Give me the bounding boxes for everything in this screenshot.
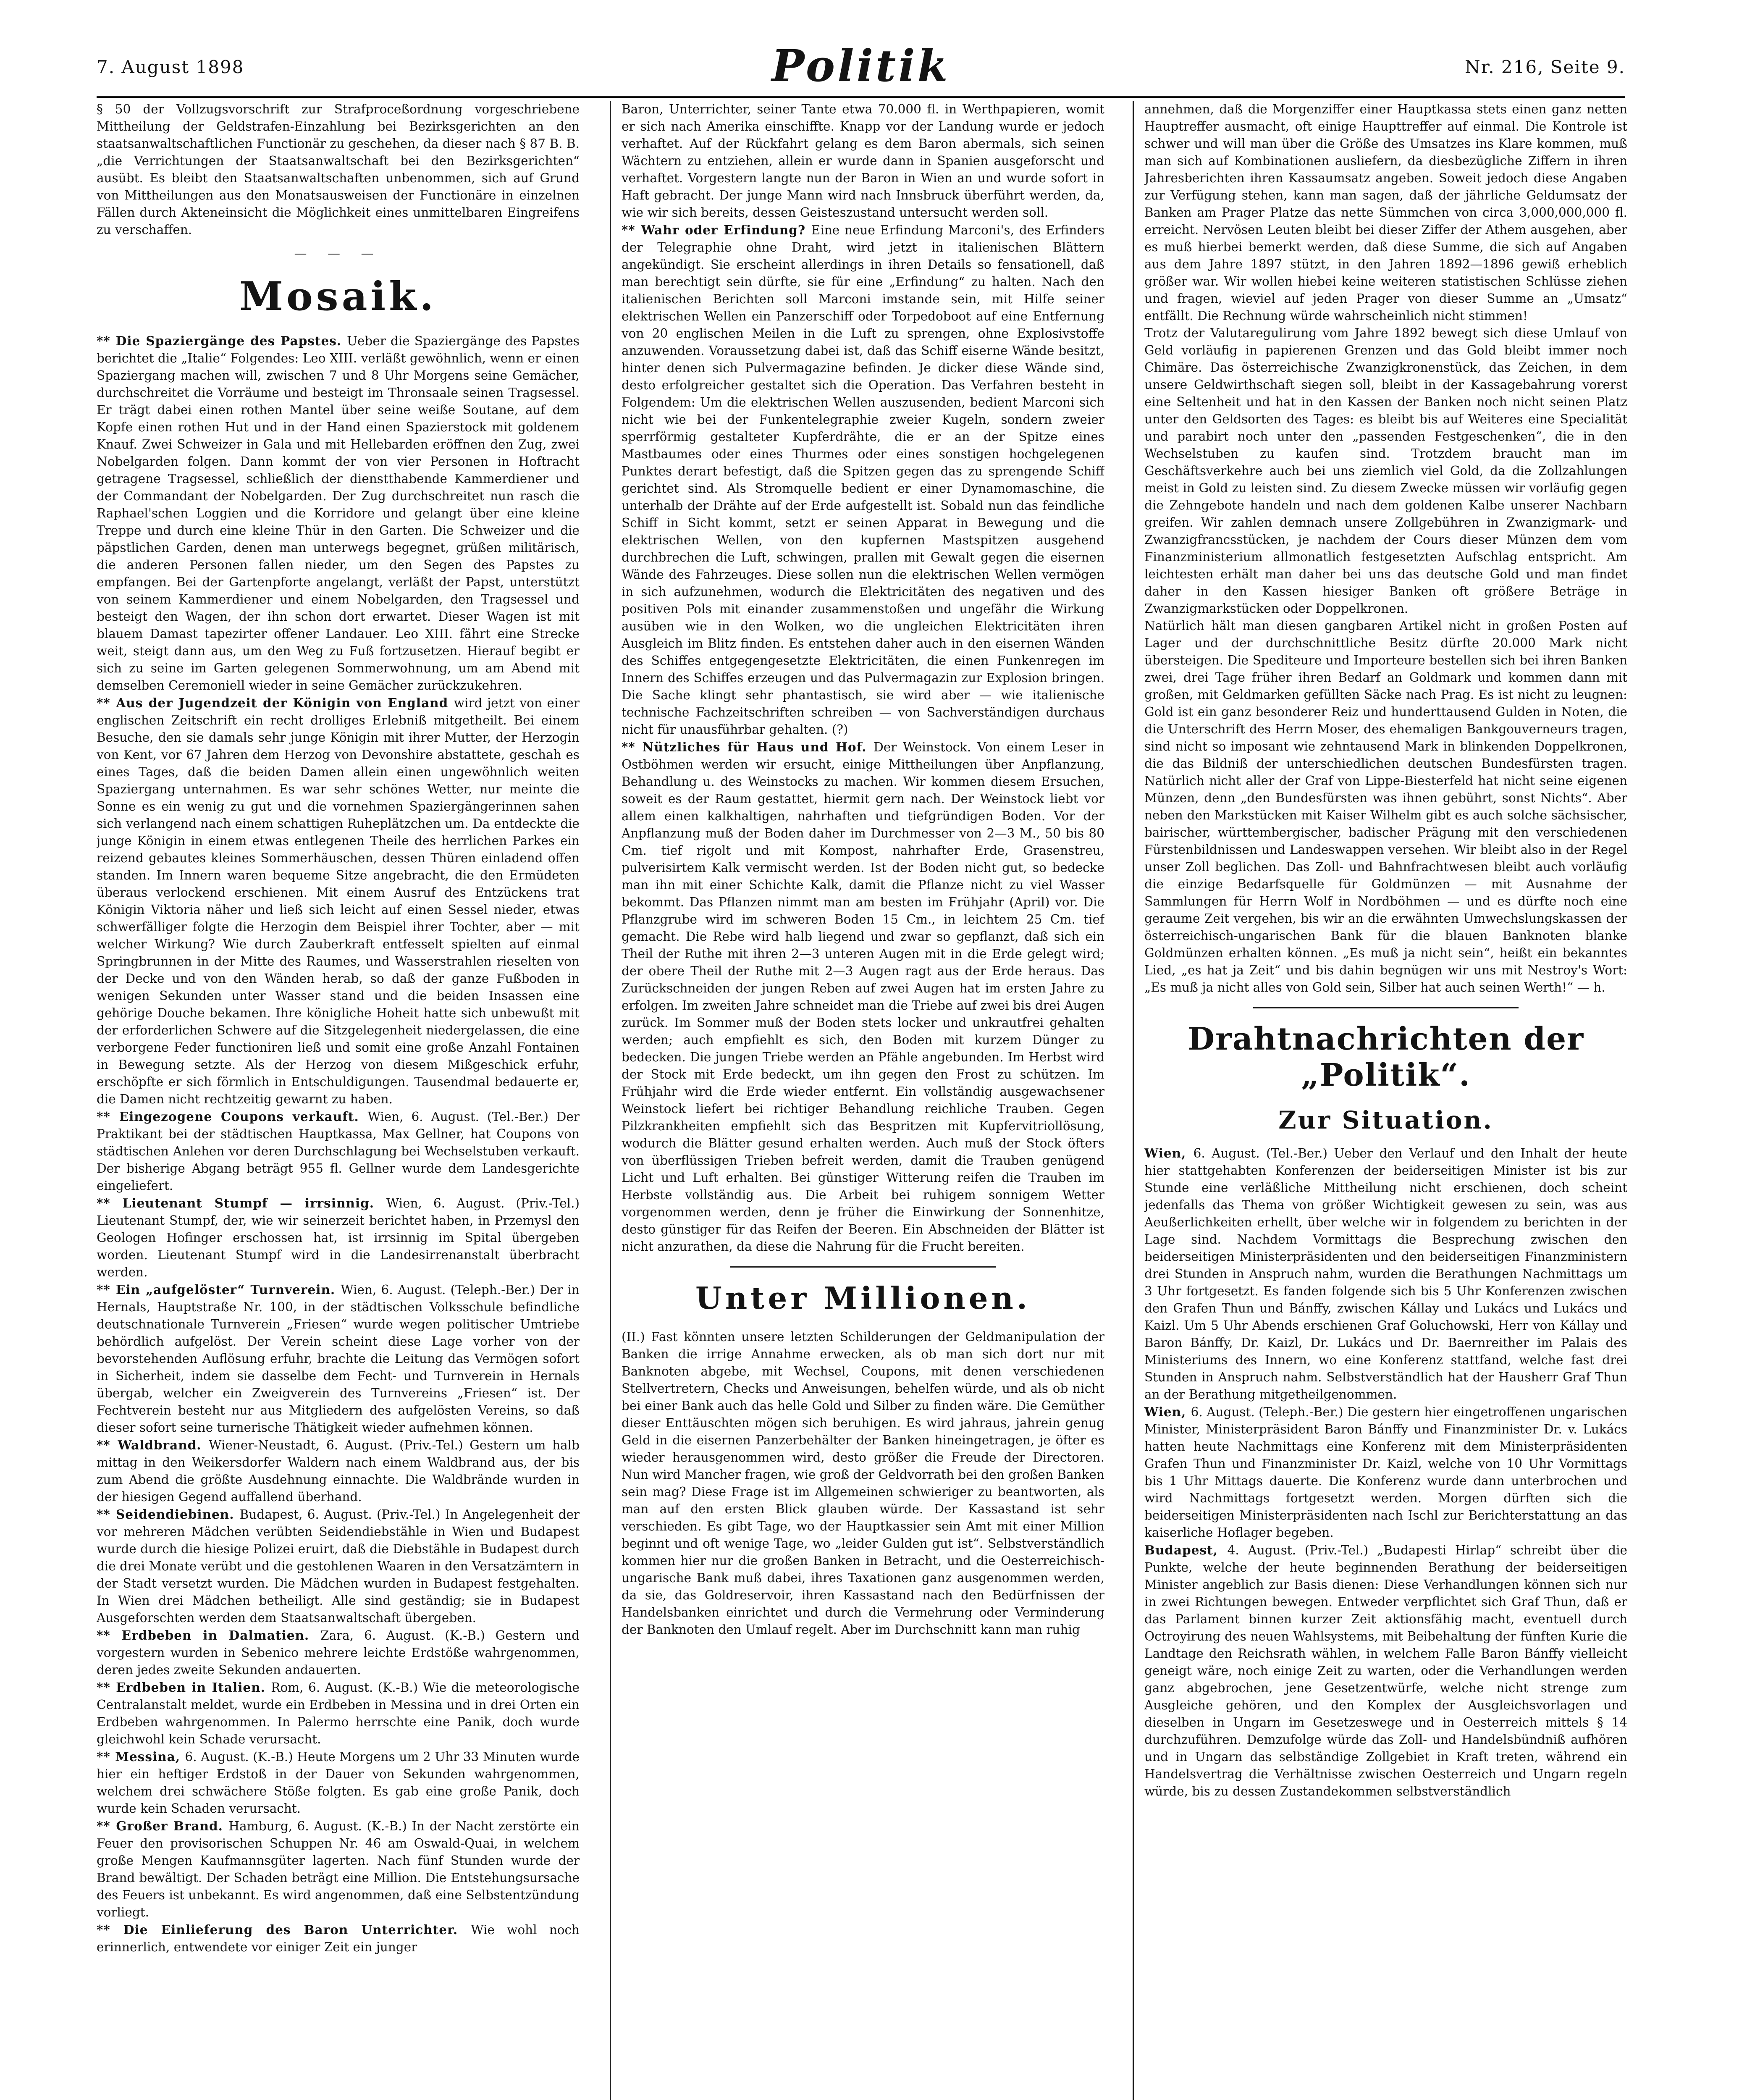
article-body: Wien, 6. August. (Priv.-Tel.) Lieutenant Stumpf, der, wie wir seinerzeit berichtet haben, in Przemysl den Geologen Hofinger erschossen hat, ist irrsinnig im Spital übergeben worden. Lieutenant Stumpf wird in die Landesirrenanstalt überbracht werden. <box>97 1196 580 1279</box>
article-item <box>97 1281 580 1436</box>
article-headline: ** Aus der Jugendzeit der Königin von England <box>97 696 454 710</box>
article-headline: Budapest, <box>1144 1543 1228 1557</box>
article-item <box>97 1679 580 1748</box>
section-rule <box>1253 1007 1519 1008</box>
issue-date: 7. August 1898 <box>97 57 244 77</box>
section-heading-telegrams: Drahtnachrichten der „Politik“. <box>1187 1021 1584 1093</box>
article-item <box>622 221 1104 738</box>
article-body: (II.) Fast könnten unsere letzten Schilderungen der Geldmanipulation der Banken die irrige Annahme erwecken, als ob man sich dort nur mit Banknoten abgebe, mit Wechsel, Coupons, mit denen verschiedenen Stellvertretern, Checks und Anweisungen, behelfen würde, und als ob nicht bei einer Bank auch das helle Gold und Silber zu finden wäre. Die Gemüther dieser Enttäuschten mögen sich beruhigen. Es wird jahraus, jahrein genug Geld in die eisernen Panzerbehälter der Banken hineingetragen, je öfter es wieder herausgenommen wird, desto größer die Freude der Directoren. Nun wird Mancher fragen, wie groß der Geldvorrath bei den großen Banken sein mag? Diese Frage ist im Allgemeinen schwieriger zu beantworten, als man auf den ersten Blick glauben würde. Der Kassastand ist sehr verschieden. Es gibt Tage, wo der Hauptkassier sein Amt mit einer Million beginnt und oft wenige Tage, wo „leider Gulden gut ist“. Selbstverständlich kommen hier nur die großen Banken in Betracht, und die Oesterreichisch-ungarische Bank muß dabei, ihres Taxationen ganz ausgenommen werden, da sie, das Goldreservoir, ihren Kassastand nach den Bedürfnissen der Handelsbanken einrichtet und durch die Vermehrung oder Verminderung der Banknoten den Umlauf regelt. Aber im Durchschnitt kann man ruhig <box>622 1330 1104 1637</box>
article-item <box>97 1817 580 1921</box>
article-item <box>97 1627 580 1679</box>
column-3 <box>1144 101 1627 2100</box>
article-headline: ** Nützliches für Haus und Hof. <box>622 740 874 754</box>
article-body: 6. August. (Teleph.-Ber.) Die gestern hier eingetroffenen ungarischen Minister, Ministerpräsident Baron Bánffy und Finanzminister Dr. v. Lukács hatten heute Nachmittags eine Konferenz mit dem Ministerpräsidenten Grafen Thun und Finanzminister Dr. Kaizl, welche von 10 Uhr Vormittags bis 1 Uhr Mittags dauerte. Die Konferenz wurde dann unterbrochen und wird Nachmittags fortgesetzt werden. Morgen dürften sich die beiderseitigen Ministerpräsidenten nach Ischl zur Berichterstattung an das kaiserliche Hoflager begeben. <box>1144 1405 1627 1540</box>
article-headline: ** Waldbrand. <box>97 1438 209 1452</box>
article-headline: ** Lieutenant Stumpf — irrsinnig. <box>97 1196 386 1210</box>
article-headline: ** Die Spaziergänge des Papstes. <box>97 333 347 348</box>
article-item <box>97 694 580 1108</box>
article-headline: ** Großer Brand. <box>97 1819 229 1833</box>
article-body: Wie wohl noch erinnerlich, entwendete vor einiger Zeit ein junger <box>97 1923 580 1954</box>
article-body: wird jetzt von einer englischen Zeitschrift ein recht drolliges Erlebniß mitgetheilt. Bei einem Besuche, den sie damals sehr junge Königin mit ihrer Mutter, der Herzogin von Kent, vor 67 Jahren dem Herzog von Devonshire abstattete, geschah es eines Tages, daß die beiden Damen allein einen ungewöhnlich weiten Spaziergang unternahmen. Es war sehr schönes Wetter, nur meinte die Sonne es ein wenig zu gut und die vornehmen Spaziergängerinnen sahen sich verlangend nach einem schattigen Ruheplätzchen um. Da entdeckte die junge Königin in einem etwas entlegenen Theile des herrlichen Parkes ein reizend gebautes kleines Sommerhäuschen, dessen Thüren einladend offen standen. Im Innern waren bequeme Sitze angebracht, die den Ermüdeten überaus verlockend erschienen. Mit einem Ausruf des Entzückens trat Königin Viktoria näher und ließ sich leicht auf einen Sessel nieder, etwas schwerfälliger folgte die Herzogin dem Beispiel ihrer Tochter, aber — mit welcher Wirkung? Wie durch Zauberkraft entfesselt spielten auf einmal Springbrunnen in der Mitte des Raumes, und Wasserstrahlen rieselten von der Decke und von den Wänden herab, so daß der ganze Fußboden in wenigen Sekunden unter Wasser stand und die beiden Insassen eine gehörige Douche bekamen. Ihre königliche Hoheit hatte sich unbewußt mit der erforderlichen Schwere auf die Sitzgelegenheit niedergelassen, die eine verborgene Feder functioniren ließ und somit eine große Anzahl Fontainen in Bewegung setzte. Als der Herzog von diesem Mißgeschick erfuhr, erschöpfte er sich förmlich in Entschuldigungen. Tausendmal bedauerte er, die Damen nicht rechtzeitig gewarnt zu haben. <box>97 696 580 1106</box>
article-body: Der Weinstock. Von einem Leser in Ostböhmen werden wir ersucht, einige Mittheilungen über Anpflanzung, Behandlung u. des Weinstocks zu machen. Wir kommen diesem Ersuchen, soweit es der Raum gestattet, hiermit gern nach. Der Weinstock liebt vor allem einen kalkhaltigen, nahrhaften und tiefgründigen Boden. Vor der Anpflanzung muß der Boden daher im Durchmesser von 2—3 M., 50 bis 80 Cm. tief rigolt und mit Kompost, nahrhafter Erde, Grasenstreu, pulverisirtem Kalk vermischt werden. Ist der Boden nicht gut, so bedecke man ihn mit einer Schichte Kalk, damit die Pflanze nicht zu viel Wasser bekommt. Das Pflanzen nimmt man am besten im Frühjahr (April) vor. Die Pflanzgrube wird im schweren Boden 15 Cm., in leichtem 25 Cm. tief gemacht. Die Rebe wird halb liegend und zwar so gepflanzt, daß sich ein Theil der Ruthe mit ihren 2—3 unteren Augen mit in die Erde gelegt wird; der obere Theil der Ruthe mit 2—3 Augen ragt aus der Erde heraus. Das Zurückschneiden der jungen Reben auf zwei Augen hat im ersten Jahre zu erfolgen. Im zweiten Jahre schneidet man die Triebe auf zwei bis drei Augen zurück. Im Sommer muß der Boden stets locker und unkrautfrei gehalten werden; auch empfiehlt es sich, den Boden mit kurzem Dünger zu bedecken. Die jungen Triebe werden an Pfähle angebunden. Im Herbst wird der Stock mit Erde bedeckt, um ihn gegen den Frost zu schützen. Im Frühjahr wird die Erde wieder entfernt. Ein vollständig ausgewachsener Weinstock liefert bei richtiger Behandlung reichliche Trauben. Gegen Pilzkrankheiten empfiehlt sich das Bespritzen mit Kupfervitriollösung, wodurch die Blätter gesund erhalten werden. Auch muß der Stock öfters von überflüssigen Trieben befreit werden, damit die Trauben genügend Licht und Luft erhalten. Bei günstiger Witterung reifen die Trauben im Herbste vollständig aus. Die Arbeit bei ruhigem sonnigem Wetter vorgenommen werden, denn je früher die Einwirkung der Sonnenhitze, desto günstiger für das Reifen der Beeren. Ein Abschneiden der Blätter ist nicht anzurathen, da diese die Nahrung für die Frucht bereiten. <box>622 740 1104 1254</box>
article-body: Rom, 6. August. (K.-B.) Wie die meteorologische Centralanstalt meldet, wurde ein Erdbeben in Messina und in drei Orten ein Erdbeben wahrgenommen. In Palermo herrschte eine Panik, doch wurde gleichwohl kein Schade verursacht. <box>97 1680 580 1746</box>
section-rule <box>730 1266 996 1268</box>
page-number: Nr. 216, Seite 9. <box>1465 57 1625 77</box>
article-item <box>1144 1144 1627 1403</box>
article-body: Wien, 6. August. (Teleph.-Ber.) Der in Hernals, Hauptstraße Nr. 100, in der städtischen Volksschule befindliche deutschnationale Turnverein „Friesen“ wurde wegen politischer Umtriebe behördlich aufgelöst. Der Verein scheint diese Lage vorher von der bevorstehenden Auflösung erfuhr, brachte die Leitung das Vermögen sofort in Sicherheit, indem sie dasselbe dem Fecht- und Turnverein in Hernals übergab, welcher ein Zweigverein des Turnvereins „Friesen“ ist. Der Fechtverein besteht nur aus Mitgliedern des aufgelösten Vereins, so daß dieser sofort seine turnerische Thätigkeit wieder aufnehmen können. <box>97 1283 580 1435</box>
subheading-situation: Zur Situation. <box>1278 1106 1493 1134</box>
masthead <box>97 40 1625 103</box>
article-continuation: annehmen, daß die Morgenziffer einer Hauptkassa stets einen ganz netten Hauptreffer ausmacht, oft einige Haupttreffer auf einmal. Die Kontrole ist schwer und will man über die Größe des Umsatzes ins Klare kommen, muß man sich auf Kombinationen ausliefern, da diesbezügliche Ziffern in ihren Jahresberichten ihren Kassaumsatz angeben. Soweit jedoch diese Angaben zur Verfügung stehen, kann man sagen, daß der jährliche Geldumsatz der Banken am Prager Platze das nette Sümmchen von circa 3,000,000,000 fl. erreicht. Nervösen Leuten bleibt bei dieser Ziffer der Athem ausgehen, aber es muß hierbei bemerkt werden, daß diese Summe, die sich auf Angaben aus dem Jahre 1897 stützt, in den Jahren 1892—1896 gewiß erheblich größer war. Wir wollen hiebei keine weiteren statistischen Schlüsse ziehen und fragen, wieviel auf jeden Prager von dieser Summe an „Umsatz“ entfällt. Die Rechnung würde wahrscheinlich nicht stimmen! <box>1144 102 1627 323</box>
article-body: Hamburg, 6. August. (K.-B.) In der Nacht zerstörte ein Feuer den provisorischen Schuppen Nr. 46 am Oswald-Quai, in welchem große Mengen Kaufmannsgüter lagerten. Nach fünf Stunden wurde der Brand bewältigt. Der Schaden beträgt eine Million. Die Entstehungsursache des Feuers ist unbekannt. Es wird angenommen, daß eine Selbstentzündung vorliegt. <box>97 1819 580 1919</box>
article-body: Budapest, 6. August. (Priv.-Tel.) In Angelegenheit der vor mehreren Mädchen verübten Seidendiebstähle in Wien und Budapest wurde durch die hiesige Polizei eruirt, daß die Diebstähle in Budapest durch die drei Monate verübt und die gestohlenen Waaren in den Versatzämtern in der Stadt versetzt wurden. Die Mädchen wurden in Budapest festgehalten. In Wien drei Mädchen betheiligt. Alle sind geständig; sie in Budapest Ausgeforschten werden dem Staatsanwaltschaft übergeben. <box>97 1507 580 1625</box>
article-item <box>97 1194 580 1281</box>
column-2-items <box>622 221 1104 1638</box>
article-item <box>622 1328 1104 1638</box>
section-heading: Unter Millionen. <box>695 1280 1031 1316</box>
telegram-items <box>1144 1144 1627 1800</box>
article-body: Wien, 6. August. (Tel.-Ber.) Der Praktikant bei der städtischen Hauptkassa, Max Gellner, hat Coupons von städtischen Anlehen vor deren Durchschlagung bei Wechselstuben verkauft. Der bisherige Abgang beträgt 955 fl. Gellner wurde dem Landesgerichte eingeliefert. <box>97 1110 580 1193</box>
column-1 <box>97 101 580 2100</box>
article-item <box>97 1108 580 1194</box>
article-body: Zara, 6. August. (K.-B.) Gestern und vorgestern wurden in Sebenico mehrere leichte Erdstöße wahrgenommen, deren jedes zweite Sekunden andauerten. <box>97 1628 580 1677</box>
article-body: Eine neue Erfindung Marconi's, des Erfinders der Telegraphie ohne Draht, wird jetzt in italienischen Blättern angekündigt. Sie erscheint allerdings in ihren Details so fensationell, daß man berechtigt sein dürfte, sie für eine „Erfindung“ zu halten. Nach den italienischen Berichten soll Marconi imstande sein, mit Hilfe seiner elektrischen Wellen ein Panzerschiff oder Torpedoboot auf eine Entfernung von 20 englischen Meilen in die Luft zu sprengen, ohne Explosivstoffe anzuwenden. Voraussetzung dabei ist, daß das Schiff eiserne Wände besitzt, hinter denen sich Pulvermagazine befinden. Je dicker diese Wände sind, desto erfolgreicher gestaltet sich die Operation. Das Verfahren besteht in Folgendem: Um die elektrischen Wellen auszusenden, bedient Marconi sich nicht wie bei der Funkentelegraphie zweier Kugeln, sondern zweier sperrförmig gestalteter Kupferdrähte, die er an der Spitze eines Mastbaumes oder eines Thurmes oder eines sonstigen hochgelegenen Punktes derart befestigt, daß die Spitzen gegen das zu sprengende Schiff gerichtet sind. Als Stromquelle bedient er einer Dynamomaschine, die unterhalb der Drähte auf der Erde aufgestellt ist. Sobald nun das feindliche Schiff in Sicht kommt, setzt er seinen Apparat in Bewegung und die elektrischen Wellen, von den kupfernen Mastspitzen ausgehend durchbrechen die Luft, schwingen, prallen mit Gewalt gegen die eisernen Wände des Fahrzeuges. Diese sollen nun die elektrischen Wellen vermögen in sich aufzunehmen, wodurch die Elektricitäten des negativen und des positiven Pols mit einander zusammenstoßen und ungefähr die Wirkung ausüben wie in den Wolken, wo die ungleichen Elektricitäten ihren Ausgleich im Blitz finden. Es entstehen daher auch in den eisernen Wänden des Schiffes entgegengesetzte Elektricitäten, die einen Funkenregen im Innern des Schiffes erzeugen und das Pulvermagazin zur Explosion bringen. Die Sache klingt sehr phantastisch, sie wird aber — wie italienische technische Fachzeitschriften schreiben — von Sachverständigen durchaus nicht für unausführbar gehalten. (?) <box>622 223 1104 737</box>
article-body: Wiener-Neustadt, 6. August. (Priv.-Tel.) Gestern um halb mittag in den Weikersdorfer Waldern nach einem Waldbrand aus, der bis zum Abend die größte Ausdehnung einnachte. Die Waldbrände wurden in der hiesigen Gegend auffallend überhand. <box>97 1438 580 1504</box>
article-headline: Wien, <box>1144 1404 1191 1419</box>
article-body: 6. August. (K.-B.) Heute Morgens um 2 Uhr 33 Minuten wurde hier ein heftiger Erdstoß in der Dauer von Sekunden wahrgenommen, welchem drei schwächere Stöße folgten. Es gab eine große Panik, doch wurde kein Schaden verursacht. <box>97 1750 580 1816</box>
article-item <box>1144 1403 1627 1541</box>
article-body: Ueber die Spaziergänge des Papstes berichtet die „Italie“ Folgendes: Leo XIII. verläßt gewöhnlich, wenn er einen Spaziergang machen will, zwischen 7 und 8 Uhr Morgens seine Gemächer, durchschreitet die Vorräume und besteigt im Thronsaale seinen Tragsessel. Er trägt dabei einen rothen Mantel über seine weiße Soutane, auf dem Kopfe einen rothen Hut und in der Hand einen Spazierstock mit goldenem Knauf. Zwei Schweizer in Gala und mit Hellebarden eröffnen den Zug, zwei Nobelgarden folgen. Dann kommt der von vier Personen in Hoftracht getragene Tragsessel, schließlich der dienstthabende Kammerdiener und der Commandant der Nobelgarden. Der Zug durchschreitet nun rasch die Raphael'schen Loggien und die Korridore und gelangt über eine kleine Treppe und durch eine kleine Thür in den Garten. Die Schweizer und die päpstlichen Garden, denen man unterwegs begegnet, grüßen militärisch, die anderen Personen fallen nieder, um den Segen des Papstes zu empfangen. Bei der Gartenpforte angelangt, verläßt der Papst, unterstützt von seinem Kammerdiener und einem Nobelgarden, den Tragsessel und besteigt den Wagen, der ihn schon dort erwartet. Dieser Wagen ist mit blauem Damast tapezirter offener Landauer. Leo XIII. fährt eine Strecke weit, steigt dann aus, um den Weg zu Fuß fortzusetzen. Hierauf begibt er sich zu seine im Garten gelegenen Sommerwohnung, um am Abend mit demselben Ceremoniell wieder in seine Gemächer zurückzukehren. <box>97 334 580 693</box>
article-headline: ** Erdbeben in Dalmatien. <box>97 1628 320 1643</box>
article-paragraph: Trotz der Valutaregulirung vom Jahre 1892 bewegt sich diese Umlauf von Geld vorläufig in papierenen Grenzen und das Gold bleibt immer noch Chimäre. Das österreichische Zwanzigkronenstück, das Zeichen, in dem unsere Geldwirthschaft siegen soll, bleibt in der Kassagebahrung vorerst eine Seltenheit und hat in den Kassen der Banken noch nicht seinen Platz unter den Geldsorten des Tages: es bleibt bis auf Weiteres eine Specialität und parabirt noch unter den „passenden Festgeschenken“, die in den Wechselstuben zu kaufen sind. Trotzdem braucht man im Geschäftsverkehre auch bei uns ziemlich viel Gold, da die Zollzahlungen meist in Gold zu leisten sind. Zu diesem Zwecke müssen wir vorläufig gegen die Zehngebote handeln und nach dem goldenen Kalbe unserer Nachbarn greifen. Wir zahlen demnach unsere Zollgebühren in Zwanzigmark- und Zwanzigfrancsstücken, je nachdem der Cours dieser Münzen dem vom Finanzministerium allmonatlich festgesetzten Aufschlag entspricht. Am leichtesten erhält man daher bei uns das deutsche Gold und man findet daher in den Kassen hiesiger Banken oft größere Beträge in Zwanzigmarkstücken oder Doppelkronen. <box>1144 326 1627 616</box>
article-item <box>97 1748 580 1817</box>
article-body: 4. August. (Priv.-Tel.) „Budapesti Hirlap“ schreibt über die Punkte, welche der heute beginnenden Berathung der beiderseitigen Minister angeblich zur Basis dienen: Diese Verhandlungen können sich nur in zwei Richtungen bewegen. Entweder verpflichtet sich Graf Thun, daß er das Parlament binnen kurzer Zeit aktionsfähig macht, eventuell durch Octroyirung des neuen Wahlsystems, mit Beibehaltung der fünften Kurie die Landtage den Reichsrath wählen, in welchem Falle Baron Bánffy vielleicht geneigt wäre, noch einige Zeit zu warten, oder die Verhandlungen werden ganz abgebrochen, jene Gesetzentwürfe, welche nicht strenge zum Ausgleiche gehören, und den Komplex der Ausgleichsvorlagen und dieselben in Ungarn im Gesetzeswege und in Oesterreich mittels § 14 durchzuführen. Demzufolge würde das Zoll- und Handelsbündniß aufhören und in Ungarn das selbständige Zollgebiet in Kraft treten, während ein Handelsvertrag die Verhältnisse zwischen Oesterreich und Ungarn regeln würde, bis zu dessen Zustandekommen selbstverständlich <box>1144 1543 1627 1798</box>
article-item <box>1144 1541 1627 1800</box>
section-heading-mosaik: Mosaik. <box>239 273 437 320</box>
article-item <box>97 332 580 694</box>
separator: — — — <box>294 246 382 261</box>
article-headline: ** Ein „aufgelöster“ Turnverein. <box>97 1282 341 1297</box>
article-headline: ** Eingezogene Coupons verkauft. <box>97 1109 368 1124</box>
mosaik-items <box>97 332 580 1956</box>
article-headline: Wien, <box>1144 1146 1194 1160</box>
article-item <box>97 1506 580 1627</box>
article-paragraph: Natürlich hält man diesen gangbaren Artikel nicht in großen Posten auf Lager und der durchschnittliche Besitz dürfte 20.000 Mark nicht übersteigen. Die Spediteure und Importeure bestellen sich bei ihren Banken zwei, drei Tage früher ihren Bedarf an Goldmark und kommen dann mit großen, mit Geldmarken gefüllten Säcke nach Prag. Es ist nicht zu leugnen: Gold ist ein ganz besonderer Reiz und hunderttausend Gulden in Noten, die die Unterschrift des Herrn Moser, des ehemaligen Bankgouverneurs tragen, sind nicht so imposant wie zehntausend Mark in blinkenden Doppelkronen, die das Bildniß der unterschiedlichen deutschen Bundesfürsten tragen. Natürlich nicht aller der Graf von Lippe-Biesterfeld hat nicht seine eigenen Münzen, denn „den Bundesfürsten was ihnen gebührt, sonst Nichts“. Aber neben den Markstücken mit Kaiser Wilhelm gibt es auch solche sächsischer, bairischer, württembergischer, badischer Prägung mit den verschiedenen Fürstenbildnissen und Landeswappen versehen. Wir bleibt also in der Regel unser Zoll beglichen. Das Zoll- und Bahnfrachtwesen bleibt auch vorläufig die einzige Bedarfsquelle für Goldmünzen — mit Ausnahme der Sammlungen für Herrn Wolf in Nordböhmen — und es dürfte noch eine geraume Zeit vergehen, bis wir an die erwähnten Umwechslungskassen der österreichisch-ungarischen Bank für die blauen Banknoten blanke Goldmünzen erhalten können. „Es muß ja nicht sein“, heißt ein bekanntes Lied, „es hat ja Zeit“ und bis dahin begnügen wir uns mit Nestroy's Wort: „Es muß ja nicht alles von Gold sein, Silber hat auch seinen Werth!“ — h. <box>1144 619 1627 995</box>
column-divider <box>610 101 611 2100</box>
masthead-rule <box>97 96 1625 98</box>
article-item <box>97 1436 580 1506</box>
newspaper-title: Politik <box>771 40 950 92</box>
column-2 <box>622 101 1104 2100</box>
article-headline: ** Seidendiebinen. <box>97 1507 240 1522</box>
article-continuation: § 50 der Vollzugsvorschrift zur Strafproceßordnung vorgeschriebene Mittheilung der Geldstrafen-Einzahlung bei Bezirksgerichten an den staatsanwaltschaftlichen Functionär zu geschehen, da dieser nach § 87 B. B. „die Verrichtungen der Staatsanwaltschaft bei den Bezirksgerichten“ ausübt. Es bleibt den Staatsanwaltschaften unbenommen, sich auf Grund von Mittheilungen aus den Monatsausweisen der Functionäre in einzelnen Fällen durch Akteneinsicht die Möglichkeit eines unmittelbaren Eingreifens zu verschaffen. <box>97 102 580 237</box>
article-headline: ** Wahr oder Erfindung? <box>622 223 811 237</box>
article-headline: ** Messina, <box>97 1749 185 1764</box>
column-divider <box>1133 101 1134 2100</box>
article-headline: ** Die Einlieferung des Baron Unterrichter. <box>97 1922 471 1937</box>
article-item <box>622 738 1104 1255</box>
article-item <box>97 1921 580 1956</box>
article-body: 6. August. (Tel.-Ber.) Ueber den Verlauf und den Inhalt der heute hier stattgehabten Konferenzen der beiderseitigen Minister ist bis zur Stunde eine verläßliche Mittheilung nicht erschienen, doch scheint jedenfalls das Thema von größer Wichtigkeit gewesen zu sein, was aus Aeußerlichkeiten erhellt, über welche wir in folgendem zu berichten in der Lage sind. Nachdem Vormittags die Besprechung zwischen den beiderseitigen Ministerpräsidenten und den beiderseitigen Finanzministern drei Stunden in Anspruch nahm, wurden die Berathungen Nachmittags um 3 Uhr fortgesetzt. Es fanden folgende sich bis 5 Uhr Konferenzen zwischen den Grafen Thun und Bánffy, zwischen Kállay und Lukács und Lukács und Kaizl. Um 5 Uhr Abends erschienen Graf Goluchowski, Herr von Kállay und Baron Bánffy, Dr. Kaizl, Dr. Lukács und Dr. Baernreither im Palais des Ministeriums des Innern, wo eine Konferenz stattfand, welche fast drei Stunden in Anspruch nahm. Selbstverständlich hat der Hausherr Graf Thun an der Berathung mitgetheilgenommen. <box>1144 1146 1627 1402</box>
article-headline: ** Erdbeben in Italien. <box>97 1680 271 1695</box>
article-continuation: Baron, Unterrichter, seiner Tante etwa 70.000 fl. in Werthpapieren, womit er sich nach Amerika einschiffte. Knapp vor der Landung wurde er jedoch verhaftet. Auf der Rückfahrt gelang es dem Baron abermals, sich seinen Wächtern zu entziehen, allein er wurde dann in Spanien ausgeforscht und verhaftet. Vorgestern langte nun der Baron in Wien an und wurde sofort in Haft gebracht. Der junge Mann wird nach Innsbruck überführt werden, da, wie wir sich bereits, dessen Geisteszustand untersucht werden soll. <box>622 102 1104 220</box>
